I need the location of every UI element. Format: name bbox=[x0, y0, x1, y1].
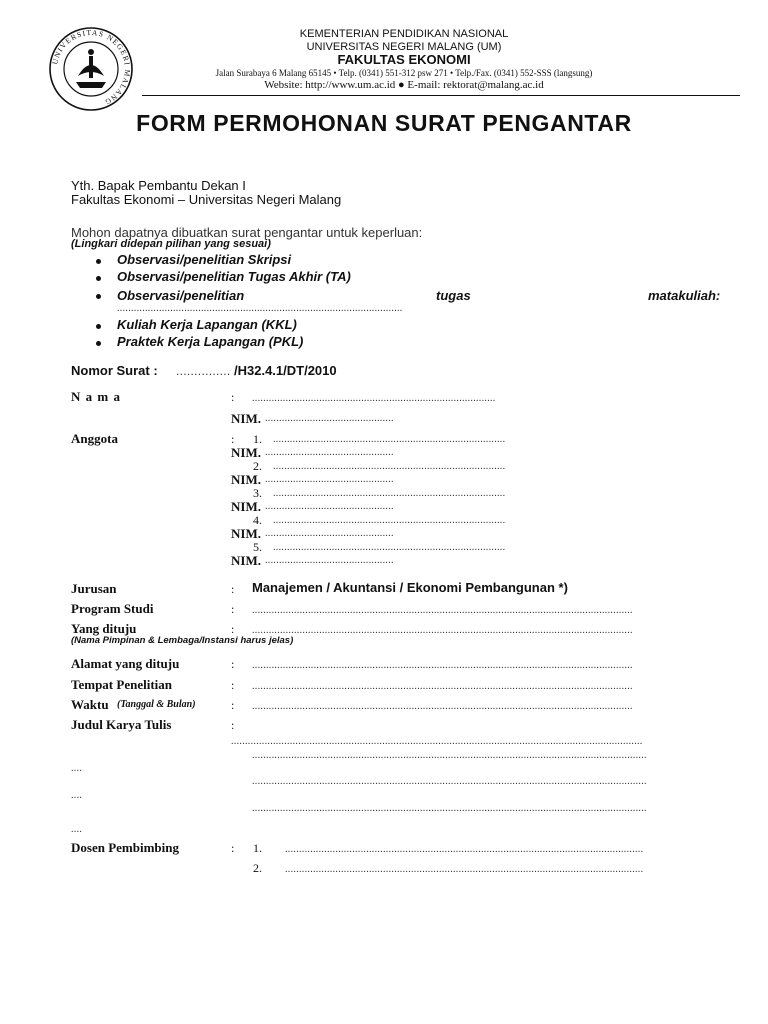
request-note: (Lingkari didepan pilihan yang sesuai) bbox=[71, 238, 271, 250]
alamat-field[interactable]: ........................................................................................................................................ bbox=[252, 660, 633, 671]
judul-field-2[interactable]: ............................................................................................................................................. bbox=[252, 750, 647, 761]
yang-dituju-label: Yang dituju bbox=[71, 621, 137, 636]
matakuliah-fill-line[interactable]: ...................................................................................................... bbox=[117, 303, 403, 314]
bullet-icon bbox=[96, 324, 101, 329]
judul-field-4[interactable]: ............................................................................................................................................. bbox=[252, 803, 647, 814]
nim-field[interactable]: .............................................. bbox=[265, 413, 394, 424]
option-tugas-matakuliah-part3: matakuliah: bbox=[648, 288, 721, 303]
anggota-nim-label-1: NIM. bbox=[231, 445, 261, 460]
jurusan-options[interactable]: Manajemen / Akuntansi / Ekonomi Pembangunan *) bbox=[252, 580, 568, 595]
anggota-field-2[interactable]: ................................................................................... bbox=[273, 461, 506, 472]
bullet-icon bbox=[96, 341, 101, 346]
tempat-penelitian-field[interactable]: ........................................................................................................................................ bbox=[252, 681, 633, 692]
option-pkl[interactable]: Praktek Kerja Lapangan (PKL) bbox=[117, 334, 304, 349]
jurusan-colon: : bbox=[231, 582, 235, 596]
jurusan-label: Jurusan bbox=[71, 581, 117, 596]
waktu-colon: : bbox=[231, 698, 235, 712]
program-studi-field[interactable]: ........................................................................................................................................ bbox=[252, 605, 633, 616]
anggota-number-1: 1. bbox=[253, 432, 262, 446]
dosen-number-2: 2. bbox=[253, 861, 262, 875]
anggota-nim-label-2: NIM. bbox=[231, 472, 261, 487]
option-skripsi[interactable]: Observasi/penelitian Skripsi bbox=[117, 252, 292, 267]
waktu-label: Waktu bbox=[71, 697, 109, 712]
option-tugas-akhir[interactable]: Observasi/penelitian Tugas Akhir (TA) bbox=[117, 269, 351, 284]
addressee-line-1: Yth. Bapak Pembantu Dekan I bbox=[71, 178, 246, 193]
judul-continuation-1: .... bbox=[71, 763, 83, 774]
bullet-icon bbox=[96, 294, 101, 299]
request-intro: Mohon dapatnya dibuatkan surat pengantar untuk keperluan: bbox=[71, 225, 423, 240]
tempat-penelitian-colon: : bbox=[231, 678, 235, 692]
anggota-field-5[interactable]: ................................................................................... bbox=[273, 542, 506, 553]
judul-label: Judul Karya Tulis bbox=[71, 717, 172, 732]
svg-text:UNIVERSITAS NEGERI MALANG: UNIVERSITAS NEGERI MALANG bbox=[50, 27, 133, 108]
dosen-number-1: 1. bbox=[253, 841, 262, 855]
waktu-field[interactable]: ........................................................................................................................................ bbox=[252, 701, 633, 712]
anggota-nim-field-1[interactable]: .............................................. bbox=[265, 447, 394, 458]
alamat-colon: : bbox=[231, 657, 235, 671]
anggota-nim-label-5: NIM. bbox=[231, 553, 261, 568]
anggota-colon: : bbox=[231, 432, 235, 446]
addressee-line-2: Fakultas Ekonomi – Universitas Negeri Malang bbox=[71, 192, 342, 207]
faculty-name: FAKULTAS EKONOMI bbox=[337, 52, 471, 67]
nomor-surat-label: Nomor Surat : bbox=[71, 363, 158, 378]
nomor-surat-value: /H32.4.1/DT/2010 bbox=[234, 363, 337, 378]
judul-colon: : bbox=[231, 718, 235, 732]
waktu-note: (Tanggal & Bulan) bbox=[117, 699, 196, 710]
nomor-surat-dots[interactable]: ............... bbox=[176, 364, 231, 378]
judul-continuation-2: .... bbox=[71, 790, 83, 801]
judul-continuation-3: .... bbox=[71, 824, 83, 835]
yang-dituju-note: (Nama Pimpinan & Lembaga/Instansi harus jelas) bbox=[71, 635, 294, 646]
form-title: FORM PERMOHONAN SURAT PENGANTAR bbox=[136, 110, 632, 136]
anggota-field-1[interactable]: ................................................................................... bbox=[273, 434, 506, 445]
program-studi-colon: : bbox=[231, 602, 235, 616]
nama-colon: : bbox=[231, 390, 235, 404]
yang-dituju-colon: : bbox=[231, 622, 235, 636]
anggota-nim-field-5[interactable]: .............................................. bbox=[265, 555, 394, 566]
dosen-field-1[interactable]: ................................................................................................................................ bbox=[285, 844, 644, 855]
header-divider bbox=[142, 95, 740, 96]
tempat-penelitian-label: Tempat Penelitian bbox=[71, 677, 172, 692]
option-tugas-matakuliah-part1[interactable]: Observasi/penelitian bbox=[117, 288, 245, 303]
judul-field-3[interactable]: ............................................................................................................................................. bbox=[252, 776, 647, 787]
ministry-name: KEMENTERIAN PENDIDIKAN NASIONAL bbox=[299, 28, 509, 40]
anggota-label: Anggota bbox=[71, 431, 118, 446]
anggota-nim-field-2[interactable]: .............................................. bbox=[265, 474, 394, 485]
bullet-icon bbox=[96, 259, 101, 264]
nim-label: NIM. bbox=[231, 411, 261, 426]
judul-field-1[interactable]: ................................................................................................................................................... bbox=[231, 736, 643, 747]
option-kkl[interactable]: Kuliah Kerja Lapangan (KKL) bbox=[117, 317, 297, 332]
anggota-number-4: 4. bbox=[253, 513, 262, 527]
yang-dituju-field[interactable]: ........................................................................................................................................ bbox=[252, 625, 633, 636]
anggota-number-5: 5. bbox=[253, 540, 262, 554]
anggota-number-3: 3. bbox=[253, 486, 262, 500]
university-name: UNIVERSITAS NEGERI MALANG (UM) bbox=[306, 41, 502, 53]
dosen-pembimbing-colon: : bbox=[231, 841, 235, 855]
anggota-nim-field-4[interactable]: .............................................. bbox=[265, 528, 394, 539]
anggota-field-4[interactable]: ................................................................................... bbox=[273, 515, 506, 526]
website-email: Website: http://www.um.ac.id ● E-mail: rektorat@malang.ac.id bbox=[264, 79, 544, 91]
dosen-pembimbing-label: Dosen Pembimbing bbox=[71, 840, 179, 855]
option-tugas-matakuliah-part2: tugas bbox=[436, 288, 471, 303]
alamat-label: Alamat yang dituju bbox=[71, 656, 180, 671]
nama-label: N a m a bbox=[71, 389, 121, 404]
anggota-number-2: 2. bbox=[253, 459, 262, 473]
anggota-nim-label-3: NIM. bbox=[231, 499, 261, 514]
faculty-address: Jalan Surabaya 6 Malang 65145 • Telp. (0341) 551-312 psw 271 • Telp./Fax. (0341) 552-SSS (langsung) bbox=[215, 68, 593, 78]
program-studi-label: Program Studi bbox=[71, 601, 154, 616]
anggota-nim-label-4: NIM. bbox=[231, 526, 261, 541]
nama-field[interactable]: ....................................................................................... bbox=[252, 393, 496, 404]
dosen-field-2[interactable]: ................................................................................................................................ bbox=[285, 864, 644, 875]
bullet-icon bbox=[96, 276, 101, 281]
anggota-field-3[interactable]: ................................................................................... bbox=[273, 488, 506, 499]
anggota-nim-field-3[interactable]: .............................................. bbox=[265, 501, 394, 512]
